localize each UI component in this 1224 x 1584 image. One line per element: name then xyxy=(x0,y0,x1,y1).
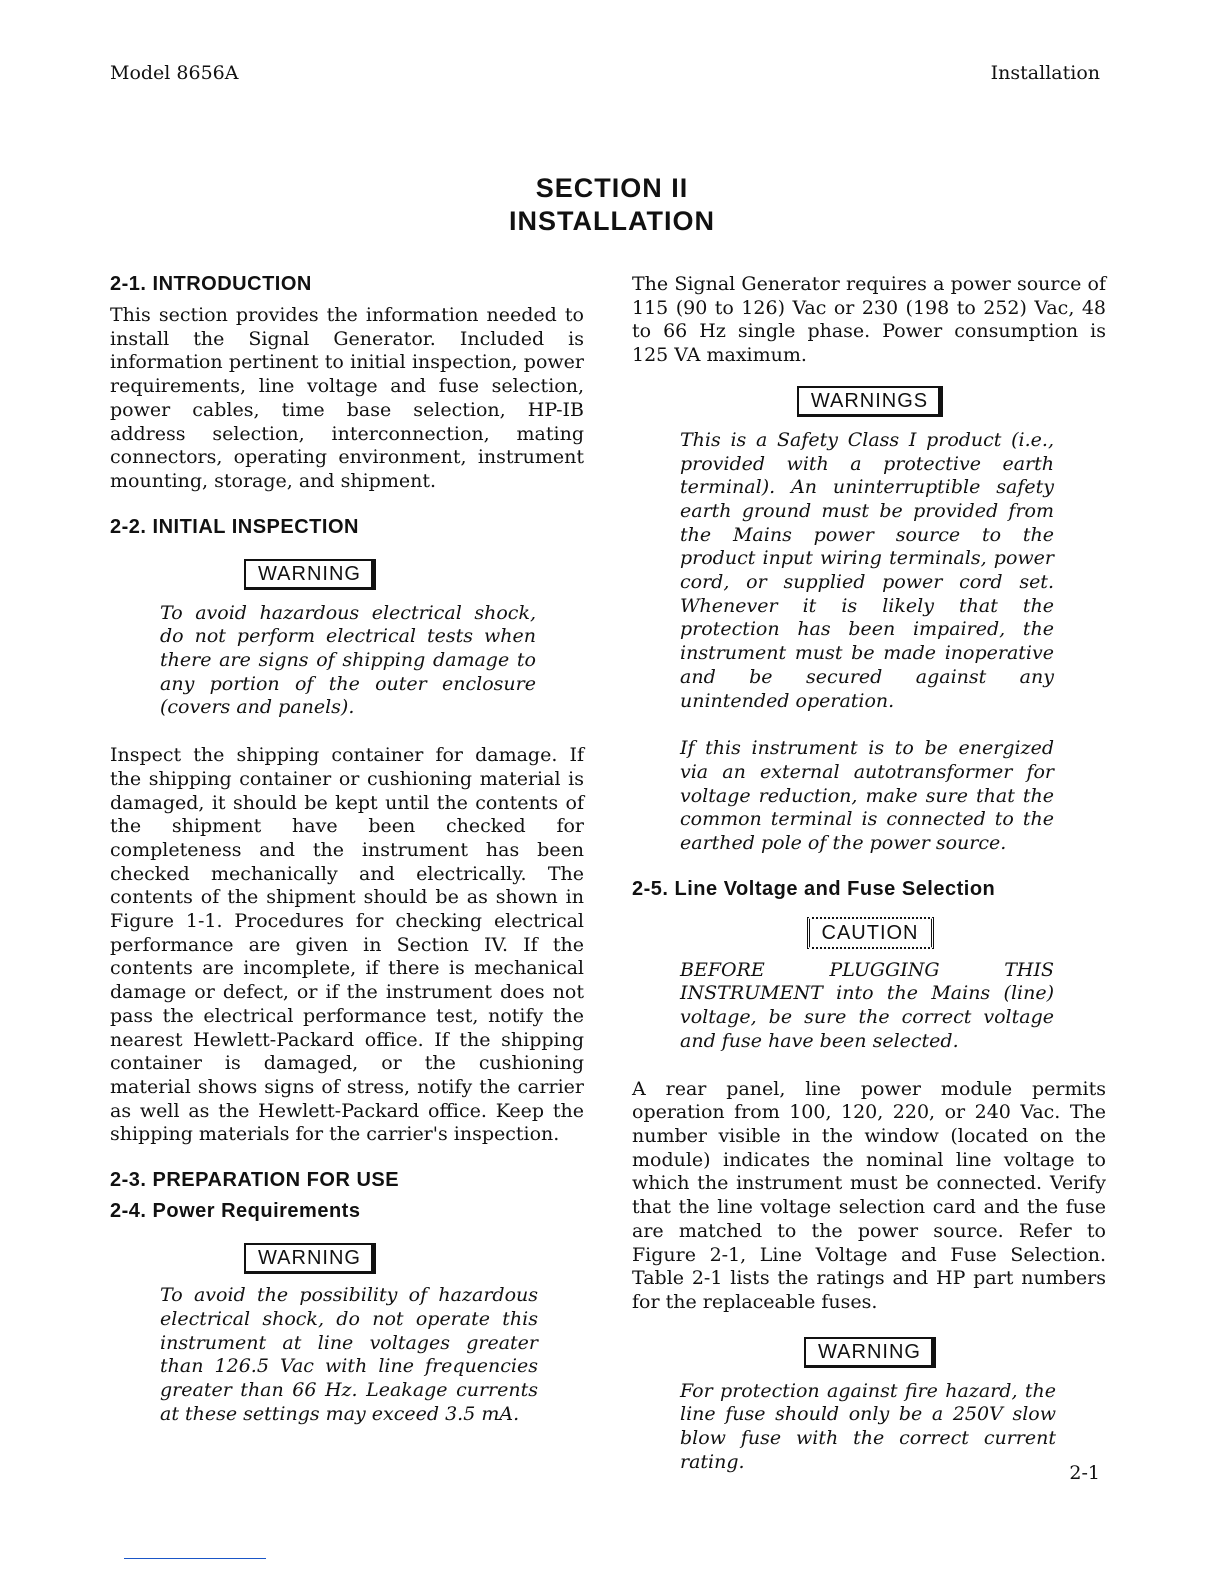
left-column xyxy=(110,273,584,1426)
warning3-text: For protection against fire hazard, the line fuse should only be a 250V slow blow fuse with the correct current rating. xyxy=(680,1379,1056,1473)
right-column xyxy=(632,273,1106,1474)
preparation-heading: 2-3. PREPARATION FOR USE xyxy=(110,1169,400,1192)
warning1-text: To avoid hazardous electrical shock, do not perform electrical tests when there are signs of shipping damage to any portion of the outer enclosure (covers and panels). xyxy=(160,601,536,719)
header-section: Installation xyxy=(990,62,1100,84)
line-voltage-heading: 2-5. Line Voltage and Fuse Selection xyxy=(632,877,996,900)
page-number: 2-1 xyxy=(1069,1462,1100,1484)
warnings-text-1: This is a Safety Class I product (i.e., provided with a protective earth terminal). An uninterruptible safety earth ground must be provided from the Mains power source to the product input wiring terminals, power cord, or supplied power cord set. Whenever it is likely that the protection has been impaired, the instrument must be made inoperative and be secured against any unintended operation. xyxy=(680,428,1054,712)
warning-badge: WARNING xyxy=(244,559,376,590)
power-requirements-heading: 2-4. Power Requirements xyxy=(110,1200,361,1223)
page-title xyxy=(0,172,1224,238)
inspection-heading: 2-2. INITIAL INSPECTION xyxy=(110,515,359,538)
caution-badge: CAUTION xyxy=(807,917,934,949)
warning3-badge-wrap xyxy=(680,1337,1060,1368)
caution-badge-wrap xyxy=(680,917,1060,949)
warnings-text-2: If this instrument is to be energized via an external autotransformer for voltage reduction, make sure that the common terminal is connected to the earthed pole of the power source. xyxy=(680,737,1054,855)
warnings-badge: WARNINGS xyxy=(797,386,943,417)
section-name: INSTALLATION xyxy=(509,206,715,236)
warning-badge: WARNING xyxy=(244,1243,376,1274)
warning1-badge-wrap xyxy=(160,559,460,590)
intro-paragraph: This section provides the information needed to install the Signal Generator. Included is information pertinent to initial inspection, power requirements, line voltage and fuse selection, power cables, time base selection, HP-IB address selection, interconnection, mating connectors, operating environment, instrument mounting, storage, and shipment. xyxy=(110,304,584,492)
inspection-paragraph: Inspect the shipping container for damage. If the shipping container or cushioning material is damaged, it should be kept until the contents of the shipment have been checked for completeness and the instrument has been checked mechanically and electrically. The contents of the shipment should be as shown in Figure 1-1. Procedures for checking electrical performance are given in Section IV. If the contents are incomplete, if there is mechanical damage or defect, or if the instrument does not pass the electrical performance test, notify the nearest Hewlett-Packard office. If the shipping container is damaged, or the cushioning material shows signs of stress, notify the carrier as well as the Hewlett-Packard office. Keep the shipping materials for the carrier's inspection. xyxy=(110,744,584,1146)
intro-heading: 2-1. INTRODUCTION xyxy=(110,273,312,295)
warnings-badge-wrap xyxy=(680,386,1060,417)
caution-text: BEFORE PLUGGING THIS INSTRUMENT into the Mains (line) voltage, be sure the correct voltage and fuse have been selected. xyxy=(680,958,1054,1052)
footer-rule xyxy=(124,1558,266,1559)
section-number: SECTION II xyxy=(535,173,689,203)
warning2-badge-wrap xyxy=(160,1243,460,1274)
header-model: Model 8656A xyxy=(110,62,239,84)
warning-badge: WARNING xyxy=(804,1337,936,1368)
power-paragraph: The Signal Generator requires a power source of 115 (90 to 126) Vac or 230 (198 to 252) Vac, 48 to 66 Hz single phase. Power consumption is 125 VA maximum. xyxy=(632,273,1106,367)
line-voltage-paragraph: A rear panel, line power module permits operation from 100, 120, 220, or 240 Vac. The number visible in the window (located on the module) indicates the nominal line voltage to which the instrument must be connected. Verify that the line voltage selection card and the fuse are matched to the power source. Refer to Figure 2-1, Line Voltage and Fuse Selection. Table 2-1 lists the ratings and HP part numbers for the replaceable fuses. xyxy=(632,1077,1106,1313)
warning2-text: To avoid the possibility of hazardous electrical shock, do not operate this instrument at line voltages greater than 126.5 Vac with line frequencies greater than 66 Hz. Leakage currents at these settings may exceed 3.5 mA. xyxy=(160,1284,538,1425)
